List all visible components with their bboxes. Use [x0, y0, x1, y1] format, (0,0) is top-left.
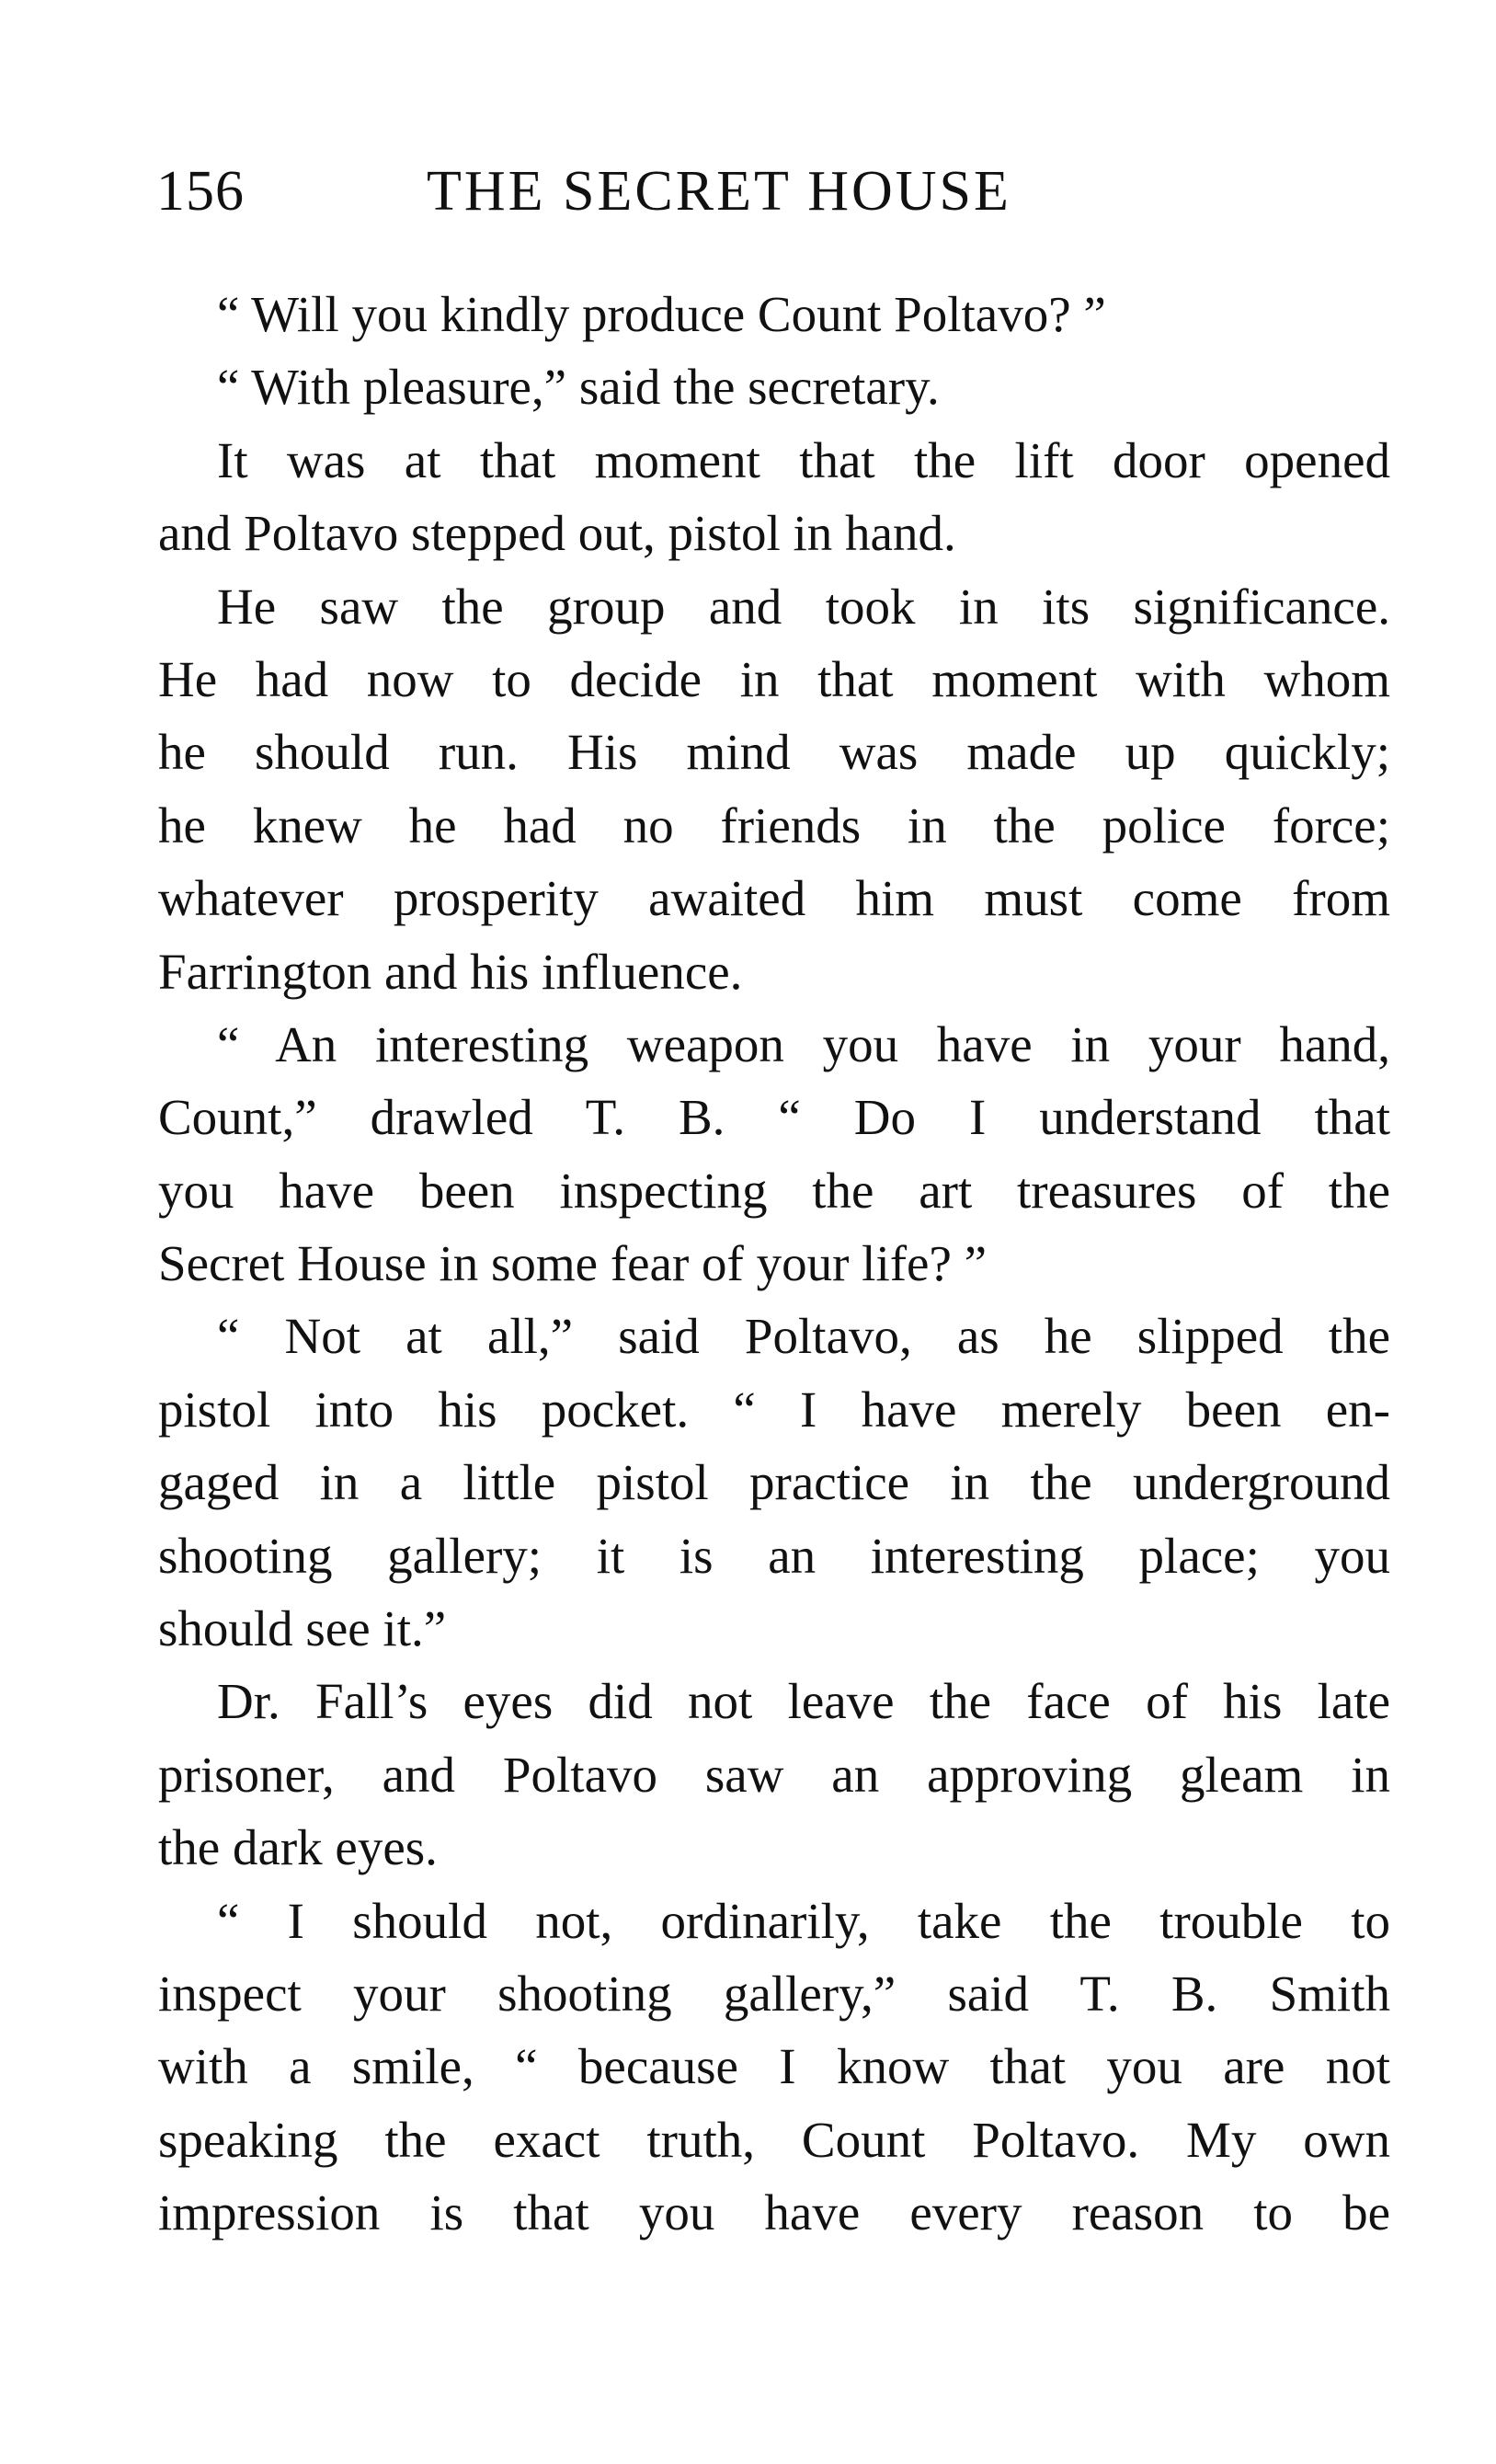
- running-head: THE SECRET HOUSE: [427, 160, 1011, 223]
- page-header: [156, 155, 1388, 228]
- text-line: inspect your shooting gallery,” said T. B. Smith: [158, 1965, 1390, 2022]
- text-line: “ With pleasure,” said the secretary.: [217, 359, 940, 416]
- text-line: “ I should not, ordinarily, take the trouble to: [217, 1892, 1390, 1949]
- text-line: prisoner, and Poltavo saw an approving gleam in: [158, 1746, 1390, 1803]
- text-line: and Poltavo stepped out, pistol in hand.: [158, 505, 956, 562]
- text-line: “ Will you kindly produce Count Poltavo? ”: [217, 286, 1106, 342]
- body-text: [158, 278, 1390, 2250]
- text-line: you have been inspecting the art treasures of the: [158, 1162, 1390, 1219]
- text-line: Secret House in some fear of your life? ”: [158, 1235, 988, 1292]
- text-line: pistol into his pocket. “ I have merely been en-: [158, 1381, 1390, 1438]
- text-line: He saw the group and took in its significance.: [217, 578, 1390, 635]
- text-line: He had now to decide in that moment with whom: [158, 650, 1390, 707]
- text-line: speaking the exact truth, Count Poltavo. My own: [158, 2111, 1390, 2168]
- text-line: shooting gallery; it is an interesting place; you: [158, 1527, 1390, 1584]
- text-line: whatever prosperity awaited him must come from: [158, 870, 1390, 927]
- text-line: gaged in a little pistol practice in the underground: [158, 1454, 1390, 1511]
- text-line: he knew he had no friends in the police force;: [158, 797, 1390, 854]
- text-line: with a smile, “ because I know that you are not: [158, 2038, 1390, 2095]
- text-line: “ An interesting weapon you have in your hand,: [217, 1015, 1390, 1072]
- text-line: Dr. Fall’s eyes did not leave the face of his late: [217, 1673, 1390, 1730]
- text-line: “ Not at all,” said Poltavo, as he slipped the: [217, 1308, 1390, 1365]
- text-line: Farrington and his influence.: [158, 943, 743, 1000]
- page-number: 156: [156, 160, 245, 223]
- text-line: he should run. His mind was made up quickly;: [158, 724, 1390, 781]
- text-line: It was at that moment that the lift door opened: [217, 431, 1390, 488]
- text-line: should see it.”: [158, 1600, 447, 1657]
- text-line: Count,” drawled T. B. “ Do I understand that: [158, 1089, 1390, 1146]
- text-line: the dark eyes.: [158, 1819, 438, 1876]
- text-line: impression is that you have every reason to be: [158, 2184, 1390, 2241]
